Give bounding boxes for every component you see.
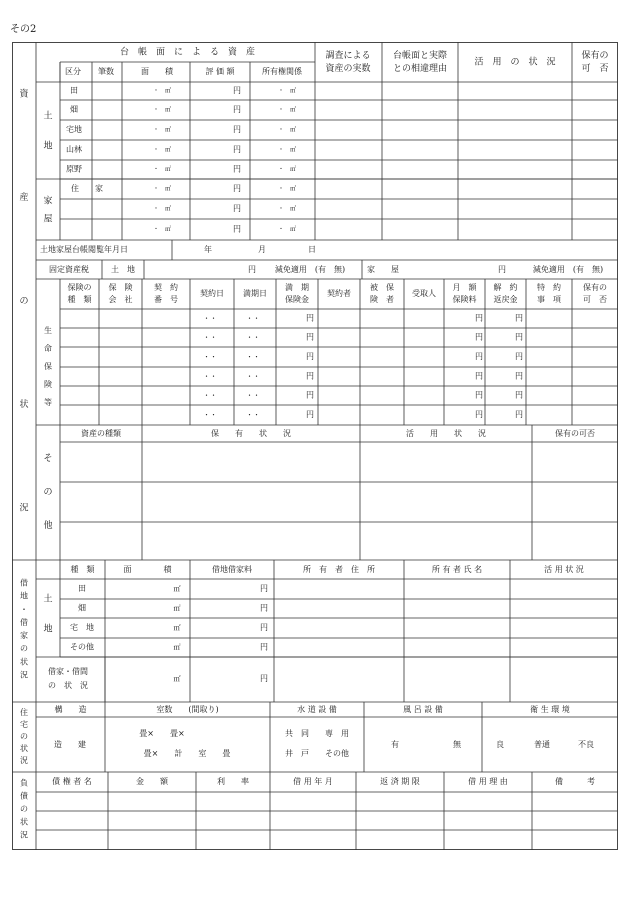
yen-unit: 円 (515, 410, 523, 419)
land-row-label: 田 (70, 86, 78, 95)
yen-unit: 円 (233, 224, 241, 234)
rental-room-label: 借家・借間 (48, 667, 88, 676)
lease-column-header: 面 積 (123, 565, 172, 574)
yen-unit: 円 (475, 352, 483, 361)
maturity-date-mark: ・・ (246, 314, 260, 323)
ledger-header: 台 帳 面 に よ る 資 産 (119, 47, 256, 58)
area-unit: ・ ㎡ (152, 126, 172, 134)
area-unit: ・ ㎡ (277, 126, 297, 134)
column-header: 区分 (65, 67, 81, 76)
yen-unit: 円 (475, 390, 483, 400)
insurance-column-header: 種 類 (67, 295, 92, 304)
insurance-column-header: 返戻金 (493, 295, 518, 304)
area-unit: ・ ㎡ (152, 205, 172, 213)
yen-unit: 円 (260, 584, 268, 593)
other-assets-label: そ (43, 454, 53, 465)
other-assets-column-header: 活 用 状 況 (406, 429, 486, 438)
section-label-debt: 負 (20, 778, 28, 788)
view-year: 年 (204, 245, 212, 254)
bath-no: 無 (453, 740, 461, 749)
section-label-housing: 宅 (20, 720, 28, 729)
yen-unit: 円 (306, 410, 314, 419)
yen-unit: 円 (515, 313, 523, 323)
area-unit: ㎡ (173, 604, 181, 613)
keep-header: 可 否 (581, 64, 609, 74)
tax-land-yen: 円 (248, 265, 256, 274)
section-label-housing: 況 (20, 756, 28, 765)
other-assets-label: 他 (43, 520, 53, 531)
yen-unit: 円 (475, 410, 483, 419)
section-label-lease: ・ (20, 604, 28, 614)
lease-row-label: その他 (70, 642, 94, 652)
contract-date-mark: ・・ (203, 411, 217, 419)
debt-column-header: 債 権 者 名 (52, 777, 92, 786)
bath-yes: 有 (391, 740, 399, 749)
contract-date-mark: ・・ (203, 391, 217, 400)
lease-column-header: 所 有 者 氏 名 (431, 565, 483, 574)
section-label-assets: の (19, 296, 29, 307)
area-unit: ・ ㎡ (152, 226, 172, 233)
lease-column-header: 所 有 者 住 所 (303, 565, 375, 574)
insurance-column-header: 保険金 (285, 295, 309, 304)
insurance-label: 生 (44, 326, 52, 335)
section-label-debt: 状 (20, 817, 28, 827)
contract-date-mark: ・・ (203, 353, 217, 361)
insurance-column-header: 可 否 (583, 295, 607, 304)
ledger-view-label: 土地家屋台帳閲覧年月日 (40, 245, 128, 254)
section-label-assets: 状 (19, 400, 29, 411)
fixed-asset-tax-label: 固定資産税 (49, 265, 89, 274)
water-line-2: 井 戸 その他 (285, 749, 349, 758)
section-label-lease: 地 (20, 591, 28, 601)
insurance-column-header: 解 約 (493, 283, 518, 292)
other-assets-label: の (43, 487, 53, 498)
insurance-column-header: 被 保 (370, 283, 394, 292)
yen-unit: 円 (306, 332, 314, 342)
hygiene-good: 良 (496, 740, 504, 749)
area-unit: ㎡ (173, 624, 181, 632)
view-day: 日 (308, 245, 316, 254)
section-label-housing: の (20, 732, 28, 741)
lease-column-header: 種 類 (70, 565, 95, 574)
insurance-column-header: 月 額 (452, 283, 477, 292)
maturity-date-mark: ・・ (246, 391, 260, 400)
yen-unit: 円 (515, 352, 523, 361)
area-unit: ・ ㎡ (277, 185, 297, 193)
asset-status-form (12, 42, 618, 850)
house-row-label: 住 家 (71, 184, 103, 193)
yen-unit: 円 (475, 332, 483, 342)
insurance-column-header: 保有の (583, 283, 607, 292)
debt-column-header: 利 率 (217, 777, 249, 786)
insurance-column-header: 保険の (67, 283, 92, 292)
lease-land-label: 地 (43, 624, 53, 635)
difference-reason-header: 台帳面と実際 (392, 51, 448, 61)
survey-header: 調査による (325, 51, 371, 61)
tax-house-yen: 円 (498, 265, 506, 274)
land-label: 地 (43, 141, 53, 152)
yen-unit: 円 (233, 204, 241, 213)
yen-unit: 円 (306, 371, 314, 381)
tax-land-label: 土 地 (111, 265, 135, 274)
contract-date-mark: ・・ (203, 372, 217, 381)
rooms-line-2: 畳× 計 室 畳 (143, 749, 231, 758)
land-row-label: 宅地 (66, 125, 82, 134)
house-label: 屋 (43, 214, 53, 225)
water-line-1: 共 同 専 用 (285, 729, 349, 738)
yen-unit: 円 (306, 390, 314, 400)
column-header: 面 積 (141, 67, 173, 76)
land-row-label: 原野 (66, 164, 82, 174)
insurance-column-header: 契約日 (200, 289, 224, 298)
section-label-assets: 産 (19, 192, 29, 203)
insurance-label: 等 (44, 398, 52, 407)
insurance-label: 険 (44, 380, 52, 389)
column-header: 筆数 (98, 67, 114, 76)
yen-unit: 円 (233, 86, 241, 95)
section-label-assets: 況 (19, 503, 29, 514)
insurance-column-header: 保 険 (108, 283, 133, 292)
rental-room-label: の 状 況 (48, 681, 88, 690)
insurance-column-header: 満 期 (285, 283, 309, 292)
housing-column-header: 室数 (間取り) (156, 705, 219, 714)
insurance-label: 保 (44, 362, 52, 371)
area-unit: ・ ㎡ (277, 146, 297, 154)
contract-date-mark: ・・ (203, 314, 217, 323)
insurance-column-header: 事 項 (537, 295, 561, 304)
housing-column-header: 構 造 (54, 705, 87, 714)
lease-land-label: 土 (43, 594, 53, 605)
debt-column-header: 借 用 年 月 (293, 777, 333, 786)
maturity-date-mark: ・・ (246, 353, 260, 361)
lease-column-header: 借地借家料 (212, 565, 252, 574)
land-label: 土 (43, 111, 53, 122)
yen-unit: 円 (260, 674, 268, 683)
lease-row-label: 田 (78, 584, 86, 593)
insurance-label: 命 (44, 344, 52, 353)
insurance-column-header: 契 約 (154, 283, 178, 292)
insurance-column-header: 満期日 (243, 289, 267, 298)
area-unit: ㎡ (173, 585, 181, 593)
area-unit: ・ ㎡ (152, 87, 172, 95)
house-label: 家 (43, 196, 53, 207)
section-label-lease: 状 (20, 657, 28, 667)
section-label-assets: 資 (19, 89, 29, 100)
yen-unit: 円 (306, 352, 314, 361)
yen-unit: 円 (475, 313, 483, 323)
yen-unit: 円 (260, 642, 268, 652)
rooms-line-1: 畳× 畳× (139, 729, 185, 738)
insurance-column-header: 険 者 (370, 295, 394, 304)
area-unit: ㎡ (173, 643, 181, 652)
insurance-column-header: 特 約 (537, 283, 561, 292)
area-unit: ・ ㎡ (152, 166, 172, 173)
area-unit: ・ ㎡ (277, 226, 297, 233)
yen-unit: 円 (233, 125, 241, 134)
section-label-lease: 況 (20, 670, 28, 680)
yen-unit: 円 (233, 164, 241, 174)
debt-column-header: 借 用 理 由 (468, 777, 508, 786)
yen-unit: 円 (515, 332, 523, 342)
lease-column-header: 活 用 状 況 (544, 565, 584, 574)
yen-unit: 円 (233, 145, 241, 154)
other-assets-column-header: 保有の可否 (555, 429, 595, 438)
debt-column-header: 金 額 (136, 777, 168, 786)
keep-header: 保有の (581, 51, 609, 61)
section-label-housing: 住 (20, 708, 28, 717)
contract-date-mark: ・・ (203, 333, 217, 342)
debt-column-header: 備 考 (555, 777, 595, 786)
hygiene-poor: 不良 (578, 740, 594, 749)
lease-row-label: 宅 地 (70, 623, 94, 632)
column-header: 評 価 額 (205, 67, 235, 76)
area-unit: ・ ㎡ (277, 166, 297, 173)
land-row-label: 畑 (70, 105, 78, 114)
section-label-lease: 家 (20, 631, 28, 641)
structure-value: 造 建 (54, 740, 86, 749)
area-unit: ㎡ (173, 675, 181, 683)
area-unit: ・ ㎡ (152, 106, 172, 114)
tax-exemption-land: 減免適用 (有 無) (274, 265, 346, 274)
area-unit: ・ ㎡ (152, 185, 172, 193)
housing-column-header: 風 呂 設 備 (403, 705, 443, 714)
insurance-column-header: 受取人 (412, 289, 436, 298)
section-label-debt: 債 (20, 791, 28, 801)
view-month: 月 (258, 245, 266, 254)
yen-unit: 円 (515, 371, 523, 381)
lease-row-label: 畑 (78, 603, 86, 613)
section-label-lease: 借 (20, 578, 28, 588)
tax-exemption-house: 減免適用 (有 無) (532, 265, 604, 274)
hygiene-normal: 普通 (534, 740, 550, 749)
yen-unit: 円 (306, 313, 314, 323)
debt-column-header: 返 済 期 限 (380, 777, 420, 786)
survey-header: 資産の実数 (325, 64, 371, 74)
area-unit: ・ ㎡ (152, 146, 172, 154)
tax-house-label: 家 屋 (367, 265, 399, 274)
section-label-lease: の (20, 644, 28, 654)
yen-unit: 円 (233, 105, 241, 114)
maturity-date-mark: ・・ (246, 372, 260, 381)
yen-unit: 円 (475, 371, 483, 381)
insurance-column-header: 契約者 (327, 289, 351, 298)
insurance-column-header: 会 社 (108, 295, 133, 304)
other-assets-column-header: 資産の種類 (81, 429, 121, 438)
housing-column-header: 水 道 設 備 (297, 705, 337, 714)
page-label: その2 (10, 24, 37, 35)
section-label-lease: 借 (20, 617, 28, 627)
land-row-label: 山林 (66, 145, 82, 154)
area-unit: ・ ㎡ (277, 87, 297, 95)
maturity-date-mark: ・・ (246, 333, 260, 342)
usage-header: 活 用 の 状 況 (474, 57, 556, 68)
section-label-debt: の (20, 804, 28, 814)
section-label-housing: 状 (20, 744, 28, 753)
difference-reason-header: との相違理由 (392, 64, 448, 74)
yen-unit: 円 (260, 623, 268, 632)
yen-unit: 円 (260, 603, 268, 613)
other-assets-column-header: 保 有 状 況 (211, 429, 291, 438)
maturity-date-mark: ・・ (246, 411, 260, 419)
section-label-debt: 況 (20, 830, 28, 840)
yen-unit: 円 (233, 184, 241, 193)
yen-unit: 円 (515, 390, 523, 400)
insurance-column-header: 番 号 (154, 295, 178, 304)
housing-column-header: 衛 生 環 境 (530, 705, 570, 714)
column-header: 所有権関係 (262, 67, 302, 76)
area-unit: ・ ㎡ (277, 106, 297, 114)
area-unit: ・ ㎡ (277, 205, 297, 213)
insurance-column-header: 保険料 (452, 295, 477, 304)
